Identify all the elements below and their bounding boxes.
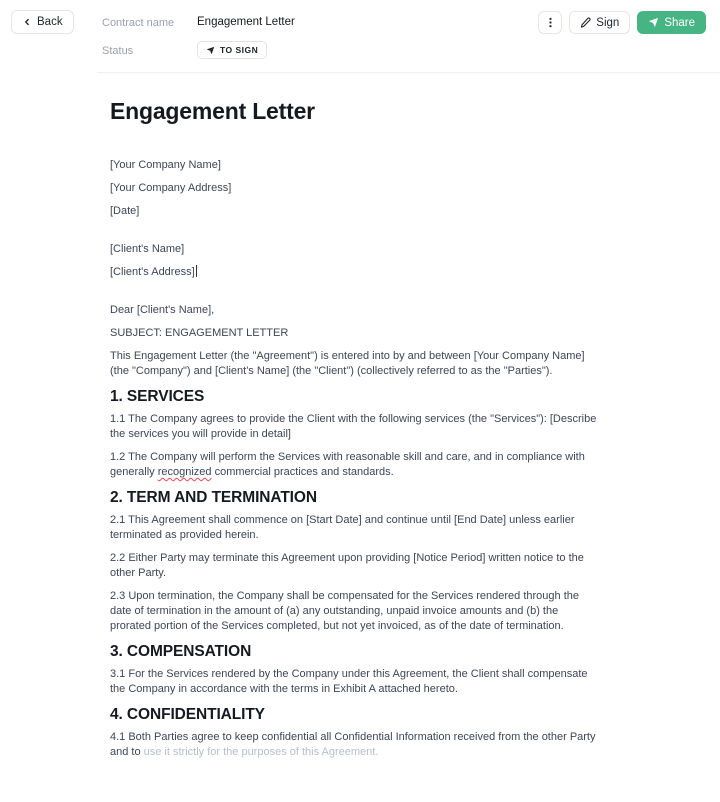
client-name-line: [Client's Name] [110,243,185,255]
clause-4-1: 4.1 Both Parties agree to keep confidential all Confidential Information received from the other Party and to use it strictly for the purposes of this Agreement. [110,731,596,758]
status-badge-label: TO SIGN [220,45,259,55]
clause-3-1: 3.1 For the Services rendered by the Company under this Agreement, the Client shall compensate the Company in accordance with the terms in Exhibit A attached hereto. [110,668,588,695]
clause-2-3: 2.3 Upon termination, the Company shall be compensated for the Services rendered through the date of termination in the amount of (a) any outstanding, unpaid invoice amounts and (b) the prorated portion of the Services completed, but not yet invoiced, as of the date of termination. [110,590,579,632]
clause-2-1: 2.1 This Agreement shall commence on [Start Date] and continue until [End Date] unless earlier terminated as provided herein. [110,514,575,541]
subject-line: SUBJECT: ENGAGEMENT LETTER [110,327,289,339]
blank-line [110,288,597,303]
salutation-line: Dear [Client's Name], [110,304,215,316]
text-cursor [196,265,197,277]
company-name-line: [Your Company Name] [110,159,221,171]
header-actions [538,11,706,34]
back-button[interactable] [11,10,74,34]
status-label: Status [102,45,134,57]
client-address-line: [Client's Address] [110,266,195,278]
company-address-line: [Your Company Address] [110,182,232,194]
section-heading-term-termination: 2. TERM AND TERMINATION [110,489,317,506]
misspelled-word: recognized [157,466,212,478]
chevron-left-icon [22,17,32,27]
clause-1-1: 1.1 The Company agrees to provide the Client with the following services (the "Services"): [Describe the services you will provide in detail] [110,413,597,440]
clause-1-2: 1.2 The Company will perform the Services with reasonable skill and care, and in compliance with generally recognized commercial practices and standards. [110,451,585,478]
section-heading-compensation: 3. COMPENSATION [110,643,252,660]
send-icon [206,46,215,55]
top-bar [0,0,720,73]
section-heading-services: 1. SERVICES [110,388,205,405]
kebab-menu-icon [545,17,556,28]
pen-icon [580,17,591,28]
share-button[interactable] [637,11,706,34]
more-options-button[interactable] [538,11,562,34]
contract-name-value[interactable]: Engagement Letter [197,16,295,28]
back-label: Back [37,16,63,28]
sign-button[interactable] [569,11,630,34]
contract-document [0,73,597,760]
contract-name-label: Contract name [102,17,175,29]
blank-line [110,227,597,242]
section-heading-confidentiality: 4. CONFIDENTIALITY [110,706,265,723]
share-label: Share [664,16,695,29]
document-editor[interactable] [0,73,720,802]
document-title: Engagement Letter [110,98,315,124]
preamble-paragraph: This Engagement Letter (the "Agreement") is entered into by and between [Your Company Name] (the "Company") and [Client's Name] (the "Client") (collectively referred to as the "Parties"). [110,350,585,377]
document-body [110,158,597,760]
status-badge[interactable] [197,41,267,59]
faded-text: use it strictly for the purposes of this Agreement. [143,746,379,758]
clause-2-2: 2.2 Either Party may terminate this Agreement upon providing [Notice Period] written notice to the other Party. [110,552,584,579]
date-line: [Date] [110,205,140,217]
share-icon [648,17,659,28]
sign-label: Sign [596,16,620,29]
